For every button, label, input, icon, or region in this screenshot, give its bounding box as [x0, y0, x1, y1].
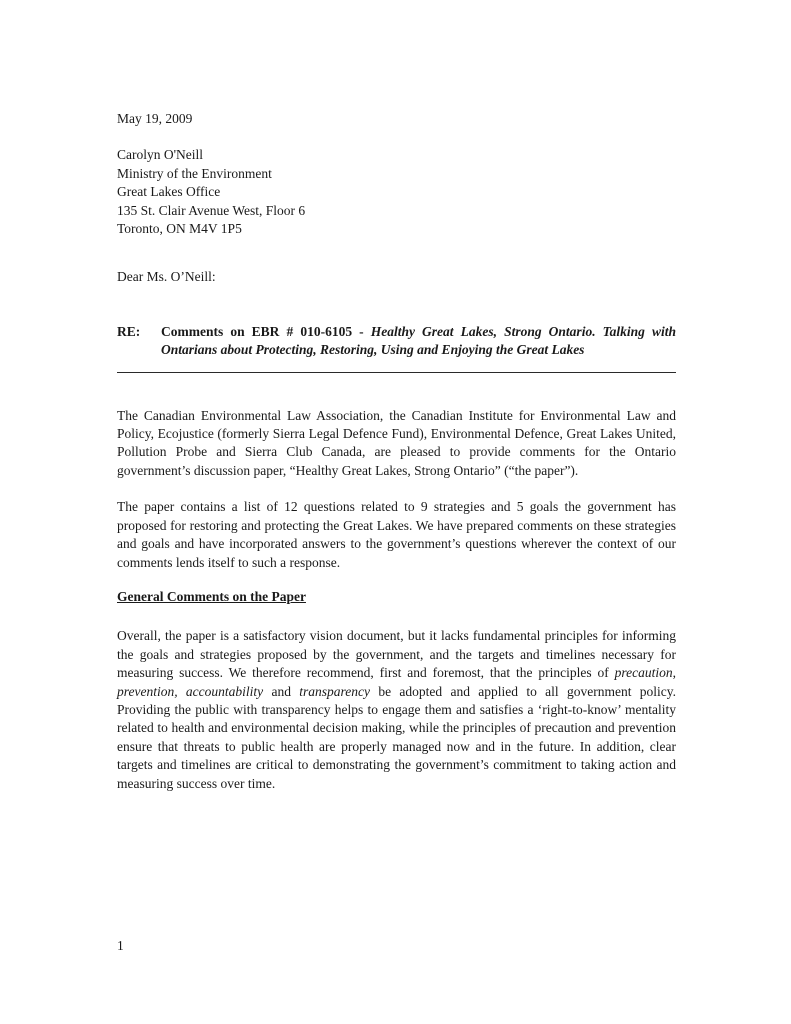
section-heading-general-comments: General Comments on the Paper: [117, 588, 306, 604]
recipient-office: Great Lakes Office: [117, 184, 221, 200]
p3-italic-transparency: transparency: [299, 683, 371, 699]
re-label: RE:: [117, 323, 141, 339]
p3-italic-precaution: precaution: [614, 665, 673, 681]
recipient-city: Toronto, ON M4V 1P5: [117, 221, 242, 237]
p3-text-1: Overall, the paper is a satisfactory vision document, but it lacks fundamental principles for informing the goals and strategies proposed by the government, and the targets and timelines necessary for measuring success. We therefore recommend, first and foremost, that the principles of: [117, 628, 676, 681]
p3-text-4: be adopted and applied to all government policy. Providing the public with transparency helps to engage them and satisfies a ‘right-to-know’ mentality related to health and environmental decision making, while the principles of precaution and prevention ensure that threats to public health are properly managed now and in the future. In addition, clear targets and timelines are critical to demonstrating the government’s commitment to taking action and measuring success over time.: [117, 683, 677, 791]
recipient-address-block: [117, 146, 676, 238]
paragraph-introduction: The Canadian Environmental Law Association, the Canadian Institute for Environmental Law and Policy, Ecojustice (formerly Sierra Legal Defence Fund), Environmental Defence, Great Lakes United, Pollution Probe and Sierra Club Canada, are pleased to provide comments for the Ontario government’s discussion paper, “Healthy Great Lakes, Strong Ontario” (“the paper”).: [117, 407, 676, 478]
salutation: Dear Ms. O’Neill:: [117, 269, 216, 285]
re-subject-italic: Healthy Great Lakes, Strong Ontario. Talking with Ontarians about Protecting, Restoring, Using and Enjoying the Great Lakes: [161, 323, 677, 358]
letter-date: May 19, 2009: [117, 111, 193, 126]
p3-text-3: and: [263, 683, 300, 699]
paragraph-paper-questions: The paper contains a list of 12 questions related to 9 strategies and 5 goals the government has proposed for restoring and protecting the Great Lakes. We have prepared comments on these strategies and goals and have incorporated answers to the government’s questions wherever the context of our comments lends itself to such a response.: [117, 499, 676, 570]
p3-italic-prevention-accountability: prevention, accountability: [117, 683, 264, 699]
p3-text-2: ,: [672, 665, 676, 681]
recipient-ministry: Ministry of the Environment: [117, 165, 272, 181]
page-number: 1: [117, 938, 124, 953]
re-subject-bold: Comments on EBR # 010-6105 -: [161, 323, 371, 339]
recipient-street: 135 St. Clair Avenue West, Floor 6: [117, 202, 306, 218]
paragraph-overall-comments: [117, 627, 676, 793]
re-subject-block: [117, 323, 676, 360]
horizontal-rule: [117, 372, 676, 373]
re-subject-text: [161, 323, 676, 360]
recipient-name: Carolyn O'Neill: [117, 147, 204, 163]
